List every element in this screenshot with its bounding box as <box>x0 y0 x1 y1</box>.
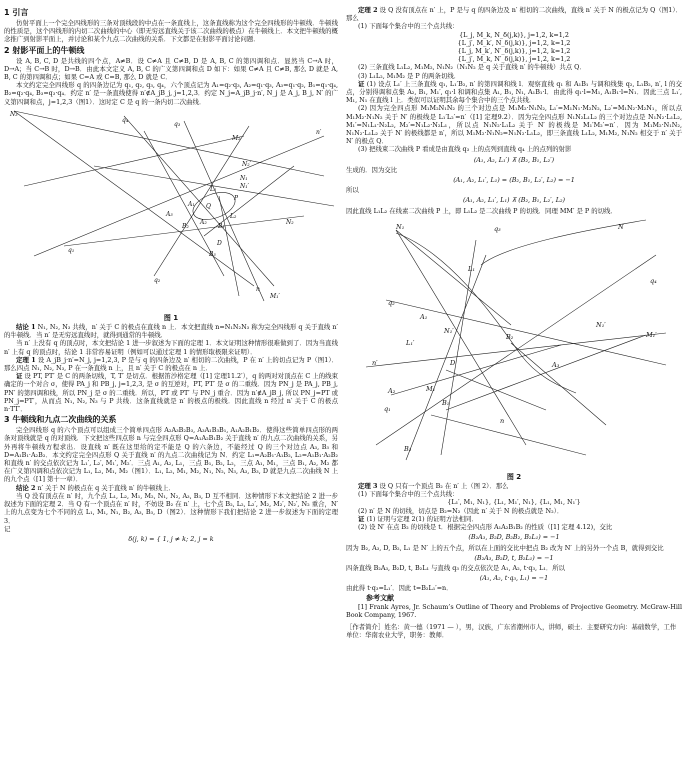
proof-2-part-3: (3) 把线束二次曲线 P 看成是由直线 q₃ 上的点列到直线 q₄ 上的点列的射影 <box>358 145 572 154</box>
theorem-3-sets: {L₁′, M₁, N₁}, {L₁, M₁′, N₁}, {L₁, M₁, N₁′} <box>447 498 581 507</box>
projection-equation: (A₁, A₂, L₁′) ⊼ (B₂, B₁, L₂′) <box>473 155 555 164</box>
reference-1: [1] Frank Ayres, Jr. Schaum’s Outline of Theory and Problems of Projective Geometry. McGraw-Hill Book Company, 1967. <box>346 602 682 619</box>
fig1-line <box>64 216 304 246</box>
fig1-label: B₁ <box>218 222 225 230</box>
cross-ratio-3: (B₂A₃, B₂D, t, B₂L₁) = −1 <box>474 553 554 562</box>
proof-1-text: 设 PT, PT′ 是 C 的两条切线，T, T′ 是切点．根据笛沙格定理（[1] 定理11.2′），q 的两对对顶点在 C 上的线束确定的一个对合 σ，使得 PA_j 和 PB_j, j=1,2,3, 是 σ 的互逆对，PT, PT′ 是 σ 的二重线．因为 PN_j 是 PA_j, PB_j, PN′ 的第四调和线，所以 PN_j 是 σ 的二重线．所以，PT 或 PT′ 与 PN_j 重合．因为 n′∉A_jB_j, 所以 PN_j=PT 或 PN_j=PT′，从而点 N₁, N₂, N₃ 与 P 共线．这条直线就是 n′ 的极点的极线．因此直线 n 经过 n′ 关于 C 的极点 n·TT′． <box>4 372 338 414</box>
section-2-paragraph-2: 本文约定完全四线形 q 的四条边记为 q₁, q₂, q₃, q₄，六个顶点记为 A₁=q₂·q₃, A₂=q₁·q₃, A₃=q₁·q₂, B₁=q₁·q₄, B₂=q₂·q₄, B₃=q₃·q₄．约定 n′ 是一条直线使得 n′∉A_jB_j, j=1,2,3．约定 N_j=A_jB_j·n′, N_j 是 A_j, B_j, N′ 的广义第四调和点，j=1,2,3（图1）．这时定 C 是 q 的一条内切二次曲线． <box>4 81 338 106</box>
fig2-label: L₁ <box>468 264 475 273</box>
fig2-label: B₁ <box>442 398 450 407</box>
fig2-label: M₁′ <box>646 330 657 339</box>
fig2-line <box>446 370 546 410</box>
fig1-label: q₃ <box>174 120 181 128</box>
proof-2-part-2: (2) 因为完全四点形 M₁M₂N₁N₂ 的三个对边点是 M₁M₂·N₁N₂, L₁′=M₁N₁·M₂N₂, L₂′=M₁N₂·M₂N₁，所以点 M₁M₂·N₁N₂ 关于 N′ 的极线是 L₁′L₂′=n′（[1] 定理9.2）．因为完全四点形 N₁N₂L₁L₂ 的三个对边点是 N₁N₂·L₁L₂, M₁′=N₁L₁·N₂L₂, M₂′=N₁L₂·N₂L₁，所以点 N₁N₂·L₁L₂ 关于 N′ 的极线是 M₁′M₂′=n′．因为 M₁M₂·N₁N₂, N₁N₂·L₁L₂ 关于 N′ 的极线都是 n′，所以 M₁M₂·N₁N₂=N₁N₂·L₁L₂，即三条直线 L₁L₂, M₁M₂, N₁N₂ 相交于 n′ 关于 N′ 的极点 Q． <box>346 104 682 146</box>
theorem-3-label: 定理 3 <box>358 482 378 491</box>
figure-1-diagram <box>4 106 338 311</box>
cross-ratio-4: (A₁, A₂, t·q₃, L₁) = −1 <box>479 574 549 583</box>
conclusion-1-label: 结论 1 <box>16 323 36 332</box>
left-column <box>4 6 338 545</box>
fig2-line <box>396 230 511 325</box>
fig2-label: D <box>450 358 456 367</box>
fig1-label: N₃ <box>10 110 18 118</box>
right-column <box>346 6 682 639</box>
fig2-label: q₃ <box>494 224 501 233</box>
fig1-label: B₃ <box>209 250 216 258</box>
cross-ratio-2: (B₂A₃, B₂D, B₂B₂, B₂L₁) = −1 <box>468 533 560 542</box>
conclusion-tangent-text: 因此直线 L₁L₂ 在线素二次曲线 P 上，即 L₁L₂ 是二次曲线 P 的切线．同理 MM′ 是 P 的切线． <box>346 206 617 215</box>
intro-heading: 1 引言 <box>4 8 29 17</box>
fig1-label: q₄ <box>122 116 129 124</box>
fig1-line <box>184 121 264 301</box>
theorem-2-text: 设 Q 没有顶点在 n′ 上，P 是与 q 的四条边及 n′ 相切的二次曲线，直线 n′ 关于 N 的极点记为 Q（图1）．那么 <box>346 6 682 23</box>
proof-3-part-3: 因为 B₂, A₃, D, B₂, L₁ 是 N′ 上的五个点，所以在上面的交比中把点 B₂ 改为 N′ 上的另外一个点 B，就得到交比 <box>346 543 664 552</box>
ji-label: 记 <box>4 524 11 533</box>
proof-3-part-2: (2) 设 N′ 在点 B₂ 的切线是 t．根据完全四点形 A₁A₂B₁B₂ 的性质（[1] 定理 4.12)，交比 <box>358 523 613 532</box>
proof-3-part-1: (1) 证明与定理 2(1) 的证明方法相同． <box>366 514 478 523</box>
collinear-set-2: {L_j′, M_k′, N_δ(j,k)}, j=1,2, k=1,2 <box>457 38 571 47</box>
theorem-1-text: 设 A_jB_j·n′=N_j, j=1,2,3, P 是与 q 的四条边及 n′ 相切的二次曲线，P 在 n′ 上的切点记为 P（图1）．那么四点 N₁, N₂, N₃, P 在一条直线 n 上，且 n′ 关于 C 的极点在 n 上． <box>4 355 338 373</box>
fig2-label: A₁ <box>420 312 428 321</box>
fig2-line <box>406 255 486 460</box>
proof-1-label: 证 <box>16 372 23 381</box>
fig2-label: N <box>618 222 624 231</box>
figure-2-caption: 图 2 <box>506 473 522 482</box>
section-2-paragraph-1: 设 A, B, C, D 是共线的四个点，A≠B．设 C≠A 且 C≠B, D 是 A, B, C 的第四调和点．显然当 C→A 时，D→A；当 C→B 时，D→B．由此本文定义 A, B, C 的广义第四调和点 D 如下：如果 C≠A 且 C≠B, 那么 D 就是 A, B, C 的第四调和点；如果 C=A 或 C=B, 那么 D 就是 C． <box>4 56 338 82</box>
fig1-label: M₂ <box>232 134 241 142</box>
fig1-label: P <box>234 194 239 202</box>
cross-ratio-equation: (A₁, A₂, L₁′, L₁) = (B₂, B₁, L₂′, L₂) = −1 <box>453 176 575 185</box>
fig1-label: N₁′ <box>240 182 250 190</box>
theorem-1-label: 定理 1 <box>16 355 36 364</box>
section-3-heading: 3 牛顿线和九点二次曲线的关系 <box>4 415 117 425</box>
intro-paragraph: 仿射平面上一个完全四线形的三条对顶线段的中点在一条直线上，这条直线称为这个完全四线形的牛顿线．牛顿线的性质是，这个四线形的内切二次曲线的中心（即无穷远直线关于该二次曲线的极点）在牛顿线上．本文把牛顿线的概念推广到射影平面上，并讨论和某个九点二次曲线的关系．下文都是在射影平面讨论问题． <box>4 19 338 44</box>
author-info: ［作者简介］姓名：黄一德（1971 — ），男，汉族，广东省潮州市人，讲师，硕士．主要研究方向：基础数学，工作单位：华南农业大学，职务：教师． <box>346 622 677 640</box>
fig2-line <box>376 255 656 445</box>
fig2-label: n′ <box>372 358 378 367</box>
theorem-2-item-3: (3) L₁L₂, M₁M₂ 是 P 的两条切线． <box>358 71 461 80</box>
figure-2 <box>346 215 682 482</box>
fig2-label: q₁ <box>384 404 391 413</box>
fig1-label: A₃ <box>166 210 173 218</box>
fig1-line <box>24 136 244 186</box>
figure-1-caption: 图 1 <box>163 314 179 323</box>
theorem-2-item-2: (2) 三条直线 L₁L₂, M₁M₂, N₁N₂（N₁N₂ 是 q 关于直线 n′ 的牛顿线）共点 Q． <box>358 63 586 72</box>
fig1-line <box>14 111 254 286</box>
fig2-label: q₄ <box>650 276 657 285</box>
delta-case-2: 2, j = k <box>190 534 214 543</box>
figure-1 <box>4 106 338 323</box>
fig2-label: A₃ <box>552 360 560 369</box>
fig2-line <box>431 415 586 455</box>
fig1-label: A₁ <box>188 200 195 208</box>
fig2-label: B₂ <box>506 332 514 341</box>
collinear-set-3: {L_j, M_k′, N′_δ(j,k)}, j=1,2, k=1,2 <box>457 47 571 56</box>
section-2-heading: 2 射影平面上的牛顿线 <box>4 45 85 55</box>
fig1-label: L₂ <box>230 212 237 220</box>
fig1-label: n′ <box>316 128 322 136</box>
fig1-label: M₁′ <box>270 292 280 300</box>
fig1-label: n <box>256 285 260 293</box>
fig2-label: M₁ <box>426 384 436 393</box>
conclusion-2-text: n′ 关于 N 的极点在 q 关于直线 n′ 的牛顿线上． <box>37 483 175 492</box>
references-heading: 参考文献 <box>366 593 394 602</box>
projection-equation-2: (A₁, A₂, L₁′, L₁) ⊼ (B₂, B₁, L₂′, L₂) <box>462 196 566 205</box>
fig1-label: A₂ <box>200 218 207 226</box>
fig1-label: N₁ <box>240 174 248 182</box>
delta-definition: δ(j, k) = { 1, j ≠ k; 2, j = k <box>128 534 214 543</box>
proof-2-part-1: (1) 设点 L₁′ 上三条直线 q₁, L₁′B₂, n′ 的第四调和线 l．观察直线 q₁ 和 A₁B₁ 与调和线集 q₂, L₁B₂, n′, l 的交点，分别得调和点集 A₂, B₁, M₁′, q₁·l 和调和点集 A₁, B₁, N₁, A₁B₁·l．由此得 q₁·l=M₁, A₁B₁·l=N₁．因此三点 L₁′, M₁, N₁ 在直线 l 上．类似可以证明其余每个集合中的三个点共线． <box>346 79 682 105</box>
fig2-label: N₁′ <box>596 320 606 329</box>
conclusion-2-label: 结论 2 <box>16 483 36 492</box>
proof-3-part-4: 四条直线 B₂A₃, B₂D, t, B₂L₁ 与直线 q₃ 的交点依次是 A₁, A₂, t·q₃, L₁．所以 <box>346 563 566 572</box>
theorem-2-item-1: (1) 下面每个集合中的三个点共线： <box>358 22 459 31</box>
fig2-label: n <box>500 416 505 425</box>
theorem-2-label: 定理 2 <box>358 6 378 14</box>
section-3-paragraph-1: 完全四线形 q 的六个顶点可以组成三个简单四点形 A₂A₃B₂B₃, A₃A₁B₃B₁, A₁A₂B₁B₂．使得这些简单四点形的两条对顶线就是 q 的对顶线．下文把这些四点形 n 与完全四点形 Q=A₁A₂B₁B₂ 关于直线 n′ 的九点二次曲线的关系，另外再将牛顿线方程求出．设直线 n′ 既在这里给的定不能是 Q 的六条边，不能经过 Q 的三个对边点 A₃, B₃ 和 D=A₁B₁·A₂B₂．本文约定完全四点形 Q 关于直线 n′ 的九点二次曲线记为 N．约定 L₁=A₂B₁·A₁B₂, L₂=A₁B₁·A₂B₂ 和直线 n′ 的交点依次记为 L₁′, L₂′, M₁′, M₂′．三点 A₁, A₂, L₁，三点 B₁, B₂, L₂，三点 A₁, M₁，三点 B₁, A₂, M₂ 都在广义第四调和点依次记为 L₁, L₂, M₁, M₂（图1）．L₁, L₂, M₁, M₂, N₁, N₂, N₃, A₃, B₃, D 就是九点二次曲线 N 上的九个点（[1] 第十一章）． <box>4 426 338 484</box>
fig1-label: N₂′ <box>242 160 252 168</box>
fig1-line <box>14 111 324 176</box>
proof-3-part-5: 由此得 t·q₃=L₁′．因此 t=B₂L₁′=n． <box>346 584 453 593</box>
fig2-line <box>446 332 646 410</box>
fig2-label: N₁ <box>396 222 405 231</box>
theorem-3-text: 设 Q 只有一个顶点 B₂ 在 n′ 上（图 2）．那么 <box>379 482 509 491</box>
delta-case-1: 1, j ≠ k <box>162 534 187 543</box>
fig2-label: A₂ <box>388 386 396 395</box>
theorem-3-item-2: (2) n′ 是 N 的切线，切点是 B₂=N₂（因此 n′ 关于 N 的极点就是 N₂）． <box>358 506 564 515</box>
conclusion-1-text: N₁, N₂, N₃ 共线，n′ 关于 C 的极点在直线 n 上．本文把直线 n=N₁N₂N₃ 称为完全四线形 q 关于直线 n′ 的牛顿线．当 n′ 是无穷远直线时，就得到通常的牛顿线． <box>4 323 338 340</box>
collinear-set-4: {L_j′, M_k, N′_δ(j,k)}, j=1,2, k=1,2 <box>457 55 571 64</box>
collinear-set-1: {L_j, M_k, N_δ(j,k)}, j=1,2, k=1,2 <box>459 30 569 39</box>
proof-2-label: 证 <box>358 79 365 88</box>
fig1-label: D <box>217 239 222 247</box>
fig1-label: q₂ <box>154 276 161 284</box>
fig2-label: B₃ <box>404 444 412 453</box>
fig1-line <box>34 136 324 256</box>
fig1-label: Q <box>206 202 211 210</box>
paragraph-after-conclusion-1: 当 n′ 上没有 q 的顶点时，本文把结论 1 进一步叙述为下面的定理 1．本文证明这种情形很难做到了．因为当直线 n′ 上有 q 的顶点时，结论 1 非常容易证明（例如可以通过定理 1 的情形取极限来证明）． <box>4 339 338 356</box>
fig1-label: L₁ <box>210 185 217 193</box>
suoyi-text: 所以 <box>346 186 359 195</box>
figure-2-diagram <box>346 215 682 470</box>
fig1-label: q₁ <box>68 246 75 254</box>
fig2-label: L₁′ <box>406 338 415 347</box>
theorem-3-item-1: (1) 下面每个集合中的三个点共线： <box>358 490 459 499</box>
fig2-label: q₂ <box>388 298 395 307</box>
section-3-paragraph-2: 当 Q 没有顶点在 n′ 时，九个点 L₁, L₂, M₁, M₂, N₁, N₂, A₃, B₃, D 互不相同．这种情形下本文把结论 2 进一步叙述为下面的定理 2．当 Q 有一个顶点在 n′ 时，不妨设 B₂ 在 n′ 上，七个点 B₂, L₂, L₂′, M₂, M₂′, N₂′, N₂ 重合，N′ 上的九点变为七个不同的点 L₁, M₁, N₁, B₂, A₃, B₃, D（图2）．这种情形下我们把结论 2 进一步叙述为下面的定理 3． <box>4 491 338 525</box>
fig1-label: B₂ <box>182 222 189 230</box>
fig2-label: N₁′ <box>444 326 454 335</box>
generation-text: 生成的．因为交比 <box>346 165 398 174</box>
fig1-label: N₂ <box>286 218 294 226</box>
proof-3-label: 证 <box>358 514 365 523</box>
delta-lhs: δ(j, k) <box>128 534 148 543</box>
